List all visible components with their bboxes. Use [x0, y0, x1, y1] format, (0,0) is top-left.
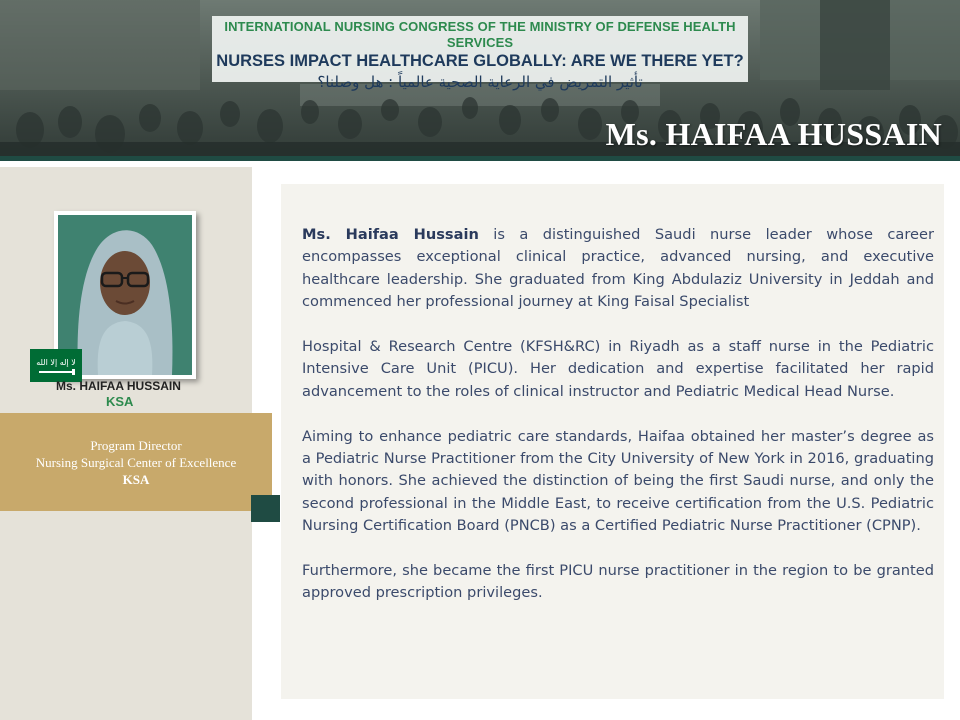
- conference-theme-arabic: تأثير التمريض في الرعاية الصحية عالمياً : هل وصلنا؟: [317, 73, 643, 91]
- bio-paragraph-3: Aiming to enhance pediatric care standards, Haifaa obtained her master’s degree as a Pediatric Nurse Practitioner from the City University of New York in 2016, graduating with honors. She achieved the distinction of being the first Saudi nurse, and only the second professional in the Middle East, to receive certification from the U.S. Pediatric Nursing Certification Board (PNCB) as a Certified Pediatric Nurse Practitioner (CPNP).: [302, 427, 934, 535]
- header-divider: [0, 156, 960, 161]
- conference-title-box: [212, 16, 748, 91]
- photo-name-caption: Ms. HAIFAA HUSSAIN: [56, 379, 181, 393]
- profile-sidebar: [0, 167, 252, 720]
- speaker-title: Ms. HAIFAA HUSSAIN: [605, 116, 942, 152]
- header-banner: [0, 0, 960, 161]
- bio-speaker-name: Ms. Haifaa Hussain: [302, 226, 479, 243]
- bio-paragraph-1: [302, 224, 934, 314]
- role-box: [0, 413, 272, 511]
- role-organization: Nursing Surgical Center of Excellence: [35, 455, 237, 470]
- role-accent-square: [251, 495, 280, 522]
- role-title: Program Director: [90, 438, 182, 453]
- flag-script: لا إله إلا الله: [36, 358, 76, 367]
- bio-paragraph-1-text: is a distinguished Saudi nurse leader whose career encompasses exceptional clinical practice, advanced nursing, and executive healthcare leadership. She graduated from King Abdulaziz University in Jeddah and commenced her professional journey at King Faisal Specialist: [302, 226, 934, 311]
- role-country: KSA: [122, 472, 150, 487]
- biography-card: [281, 184, 944, 699]
- bio-paragraph-2: Hospital & Research Centre (KFSH&RC) in Riyadh as a staff nurse in the Pediatric Intensive Care Unit (PICU). Her dedication and expertise facilitated her rapid advancement to the roles of clinical instructor and Pediatric Medical Head Nurse.: [302, 338, 934, 400]
- saudi-flag-icon: [30, 349, 82, 382]
- flag-sword-icon: [39, 371, 73, 373]
- bio-paragraph-4: Furthermore, she became the first PICU nurse practitioner in the region to be granted approved prescription privileges.: [302, 562, 934, 602]
- conference-theme-english: NURSES IMPACT HEALTHCARE GLOBALLY: ARE WE THERE YET?: [216, 52, 744, 70]
- conference-name: INTERNATIONAL NURSING CONGRESS OF THE MINISTRY OF DEFENSE HEALTH SERVICES: [224, 19, 736, 50]
- photo-country-caption: KSA: [106, 394, 134, 409]
